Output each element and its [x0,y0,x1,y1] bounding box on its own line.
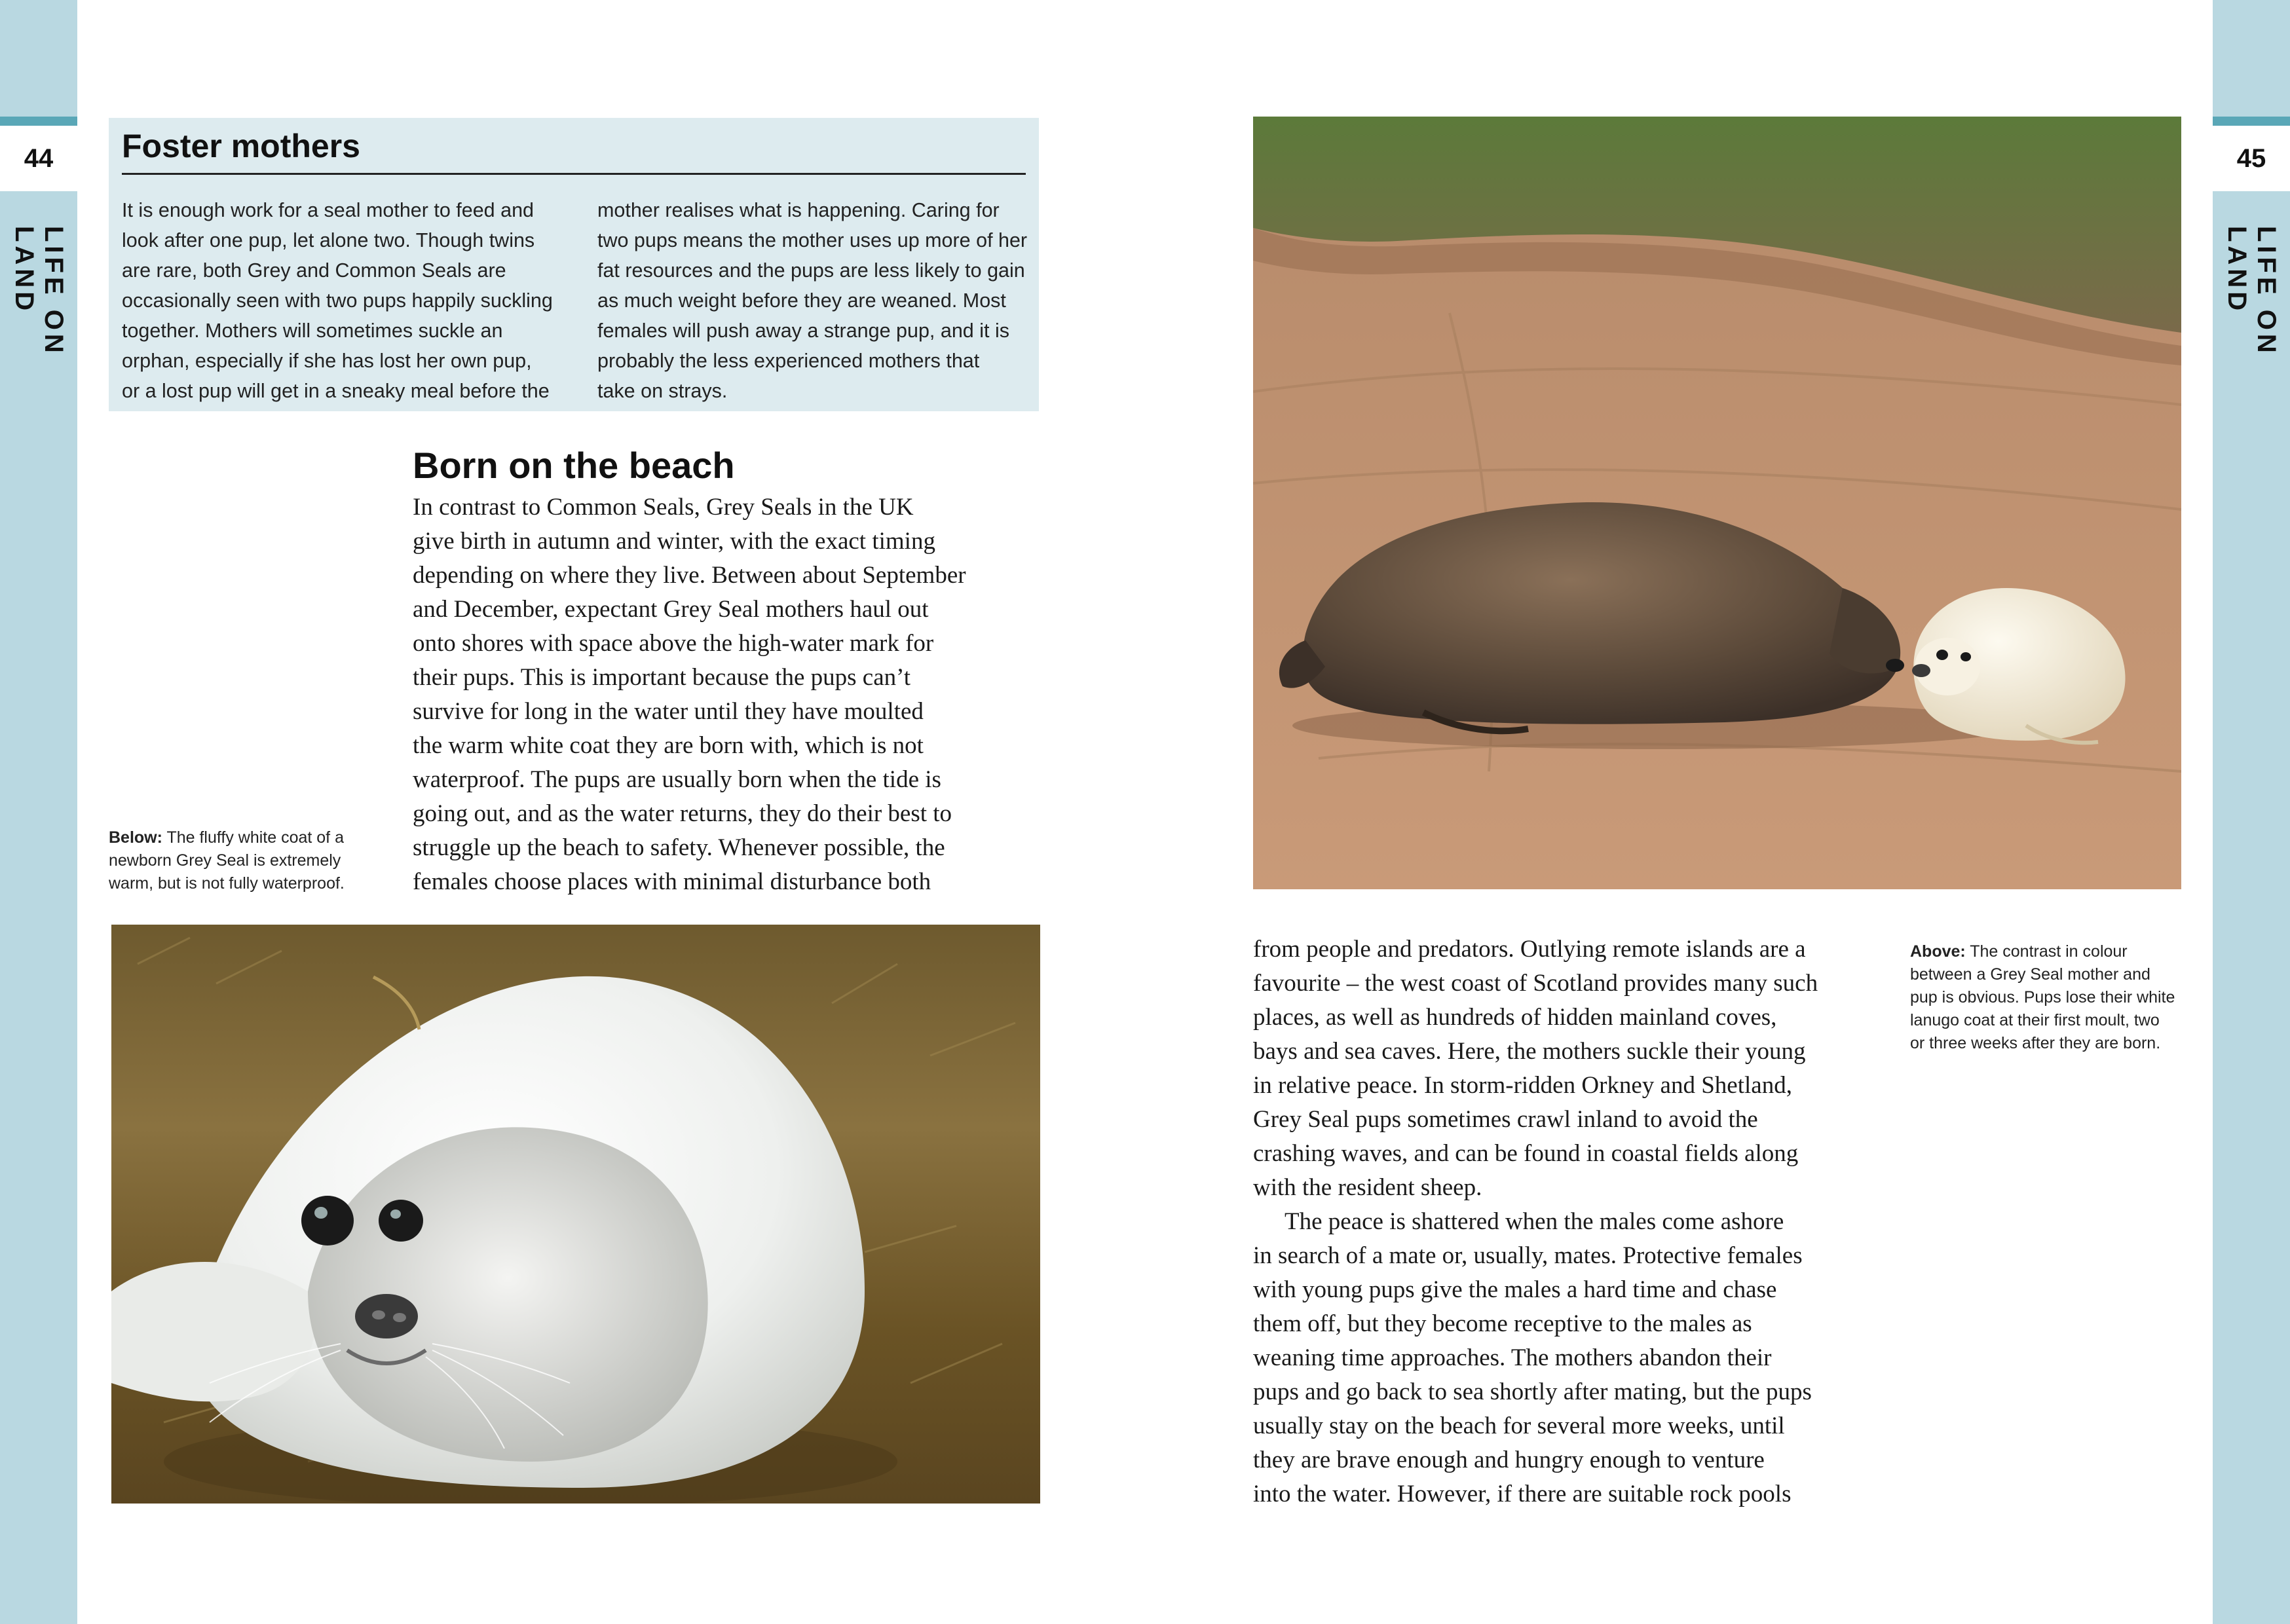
text-line: going out, and as the water returns, they do their best to [413,800,952,827]
text-line: pups and go back to sea shortly after mating, but the pups [1253,1378,1812,1405]
side-tab-left [0,0,77,1624]
text-line: together. Mothers will sometimes suckle an [122,320,503,342]
text-line: females choose places with minimal disturbance both [413,868,931,895]
page-number-left: 44 [0,117,77,191]
right-page [1145,0,2290,1624]
foster-column-1 [122,195,574,406]
caption-line-1 [109,826,345,849]
section-label-right: LIFE ON LAND [2223,226,2281,357]
text-line: onto shores with space above the high-water mark for [413,630,934,657]
text-line: give birth in autumn and winter, with the exact timing [413,528,935,555]
caption-label: Above: [1910,942,1966,961]
text-line: weaning time approaches. The mothers abandon their [1253,1344,1772,1371]
text-line: depending on where they live. Between about September [413,562,966,589]
text-line: usually stay on the beach for several more weeks, until [1253,1412,1785,1439]
text-line: take on strays. [597,380,728,402]
text-line: or a lost pup will get in a sneaky meal before the [122,380,550,402]
text-line: and December, expectant Grey Seal mothers haul out [413,596,929,623]
caption-below [109,826,345,895]
text-line: look after one pup, let alone two. Though twins [122,229,535,251]
text-line: survive for long in the water until they have moulted [413,698,924,725]
page-number-right: 45 [2213,117,2290,191]
text-line: females will push away a strange pup, and it is [597,320,1009,342]
text-line: they are brave enough and hungry enough to venture [1253,1447,1765,1473]
caption-line: or three weeks after they are born. [1910,1034,2161,1052]
caption-label: Below: [109,828,162,847]
caption-above [1910,940,2175,1055]
text-line: struggle up the beach to safety. Whenever possible, the [413,834,945,861]
text-line: them off, but they become receptive to the males as [1253,1310,1752,1337]
text-line: crashing waves, and can be found in coastal fields along [1253,1140,1799,1167]
text-line: in search of a mate or, usually, mates. Protective females [1253,1242,1803,1269]
foster-column-2 [597,195,1049,406]
caption-text: The contrast in colour [1970,942,2128,961]
text-line: bays and sea caves. Here, the mothers suckle their young [1253,1038,1806,1065]
text-line: The peace is shattered when the males come ashore [1285,1208,1784,1235]
text-line: fat resources and the pups are less likely to gain [597,259,1025,282]
foster-mothers-heading: Foster mothers [122,127,1026,175]
seal-pup-photo [111,925,1040,1504]
text-line: orphan, especially if she has lost her own pup, [122,350,532,372]
caption-line: between a Grey Seal mother and [1910,965,2150,984]
text-line: favourite – the west coast of Scotland provides many such [1253,970,1818,997]
born-on-beach-heading: Born on the beach [413,445,735,486]
caption-line-1 [1910,940,2175,963]
text-line: into the water. However, if there are suitable rock pools [1253,1481,1792,1507]
born-on-beach-body [413,490,966,899]
seal-mother-pup-photo [1253,117,2181,889]
text-line: waterproof. The pups are usually born when the tide is [413,766,941,793]
section-label-left: LIFE ON LAND [10,226,68,357]
caption-line: warm, but is not fully waterproof. [109,874,345,893]
caption-line: pup is obvious. Pups lose their white [1910,988,2175,1006]
text-line: with young pups give the males a hard time and chase [1253,1276,1777,1303]
text-line: places, as well as hundreds of hidden mainland coves, [1253,1004,1777,1031]
text-line: mother realises what is happening. Caring for [597,199,1000,221]
caption-line: lanugo coat at their first moult, two [1910,1011,2160,1029]
text-line: occasionally seen with two pups happily suckling [122,289,553,312]
text-line: with the resident sheep. [1253,1174,1482,1201]
text-line: in relative peace. In storm-ridden Orkney and Shetland, [1253,1072,1792,1099]
text-line: the warm white coat they are born with, which is not [413,732,924,759]
text-line: Grey Seal pups sometimes crawl inland to avoid the [1253,1106,1758,1133]
text-line: from people and predators. Outlying remote islands are a [1253,936,1806,963]
text-line: In contrast to Common Seals, Grey Seals in the UK [413,494,914,521]
right-body-text [1253,932,1818,1511]
side-tab-right [2213,0,2290,1624]
foster-mothers-box [109,118,1039,411]
text-line: It is enough work for a seal mother to feed and [122,199,535,221]
text-line: as much weight before they are weaned. Most [597,289,1006,312]
text-line: their pups. This is important because the pups can’t [413,664,911,691]
caption-text: The fluffy white coat of a [166,828,344,847]
text-line: are rare, both Grey and Common Seals are [122,259,506,282]
text-line: probably the less experienced mothers that [597,350,980,372]
caption-line: newborn Grey Seal is extremely [109,851,341,870]
text-line: two pups means the mother uses up more of her [597,229,1028,251]
